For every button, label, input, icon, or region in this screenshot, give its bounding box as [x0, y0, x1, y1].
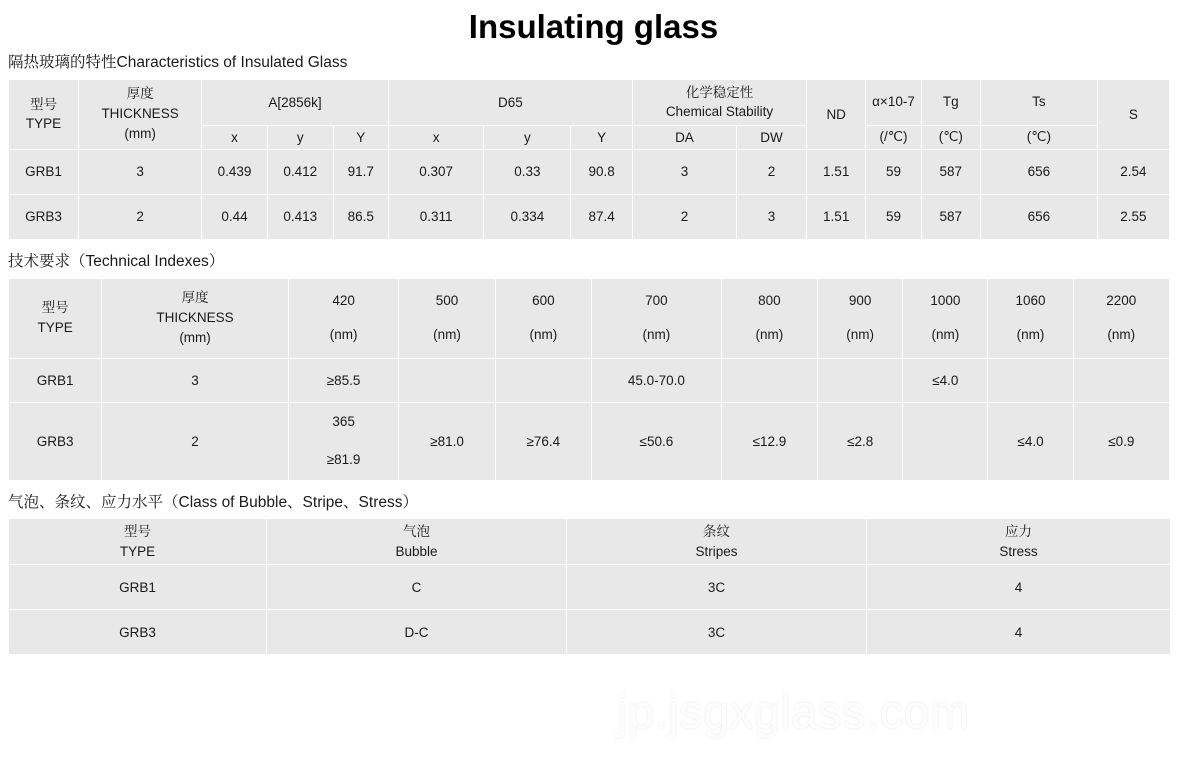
th-wavelength-700: 700 (nm) — [591, 278, 721, 358]
cell-700: ≤50.6 — [591, 402, 721, 480]
cell-900: ≤2.8 — [818, 402, 903, 480]
cell-stripe: 3C — [567, 565, 867, 610]
th-da: DA — [632, 125, 736, 149]
th-wavelength-800: 800 (nm) — [721, 278, 817, 358]
cell-s: 2.54 — [1097, 149, 1169, 194]
th-ts: Ts — [981, 79, 1098, 125]
cell-d-x: 0.307 — [388, 149, 484, 194]
th-alpha-unit: (/℃) — [866, 125, 921, 149]
cell-1060 — [988, 358, 1073, 402]
table-row — [9, 610, 1171, 655]
th-wavelength-2200: 2200 (nm) — [1073, 278, 1169, 358]
cell-s: 2.55 — [1097, 194, 1169, 239]
cell-1060: ≤4.0 — [988, 402, 1073, 480]
section-1-label: 隔热玻璃的特性Characteristics of Insulated Glass — [8, 54, 348, 71]
document-page — [0, 8, 1187, 759]
cell-type: GRB1 — [9, 358, 102, 402]
table-header-row — [9, 278, 1170, 358]
cell-thickness: 3 — [79, 149, 202, 194]
cell-d-Y: 87.4 — [571, 194, 633, 239]
cell-stripe: 3C — [567, 610, 867, 655]
th-nd: ND — [806, 79, 865, 149]
table-technical-indexes — [8, 278, 1170, 481]
th-d-Y: Y — [571, 125, 633, 149]
cell-1000 — [903, 402, 988, 480]
th-type: 型号 TYPE — [9, 79, 79, 149]
cell-thickness: 3 — [102, 358, 289, 402]
cell-a-y: 0.413 — [267, 194, 333, 239]
cell-tg: 587 — [921, 194, 980, 239]
cell-2200: ≤0.9 — [1073, 402, 1169, 480]
cell-alpha: 59 — [866, 194, 921, 239]
th-d-y: y — [484, 125, 571, 149]
cell-bubble: D-C — [267, 610, 567, 655]
th-chemical-stability: 化学稳定性 Chemical Stability — [632, 79, 806, 125]
table-row — [9, 149, 1170, 194]
cell-da: 3 — [632, 149, 736, 194]
th-a-x: x — [202, 125, 268, 149]
cell-thickness: 2 — [102, 402, 289, 480]
cell-420: 365 ≥81.9 — [288, 402, 399, 480]
table-row — [9, 402, 1170, 480]
th-s: S — [1097, 79, 1169, 149]
th-wavelength-500: 500 (nm) — [399, 278, 495, 358]
th-wavelength-600: 600 (nm) — [495, 278, 591, 358]
table-characteristics — [8, 79, 1170, 240]
cell-1000: ≤4.0 — [903, 358, 988, 402]
cell-900 — [818, 358, 903, 402]
cell-a-x: 0.44 — [202, 194, 268, 239]
cell-a-x: 0.439 — [202, 149, 268, 194]
cell-type: GRB1 — [9, 565, 267, 610]
th-d-x: x — [388, 125, 484, 149]
cell-a-y: 0.412 — [267, 149, 333, 194]
cell-a-Y: 86.5 — [333, 194, 388, 239]
th-stress: 应力 Stress — [867, 519, 1171, 565]
cell-dw: 2 — [736, 149, 806, 194]
cell-ts: 656 — [981, 194, 1098, 239]
cell-500: ≥81.0 — [399, 402, 495, 480]
th-a-Y: Y — [333, 125, 388, 149]
cell-420: ≥85.5 — [288, 358, 399, 402]
th-a2856k: A[2856k] — [202, 79, 389, 125]
th-wavelength-1060: 1060 (nm) — [988, 278, 1073, 358]
section-2-label: 技术要求（Technical Indexes） — [8, 252, 225, 270]
cell-type: GRB1 — [9, 149, 79, 194]
cell-a-Y: 91.7 — [333, 149, 388, 194]
cell-d-y: 0.334 — [484, 194, 571, 239]
cell-600: ≥76.4 — [495, 402, 591, 480]
section-3-label: 气泡、条纹、应力水平（Class of Bubble、Stripe、Stress） — [8, 493, 418, 511]
cell-600 — [495, 358, 591, 402]
cell-2200 — [1073, 358, 1169, 402]
cell-800 — [721, 358, 817, 402]
table-row — [9, 194, 1170, 239]
th-type: 型号 TYPE — [9, 519, 267, 565]
th-wavelength-420: 420 (nm) — [288, 278, 399, 358]
cell-d-Y: 90.8 — [571, 149, 633, 194]
table-row — [9, 358, 1170, 402]
cell-nd: 1.51 — [806, 194, 865, 239]
th-d65: D65 — [388, 79, 632, 125]
cell-type: GRB3 — [9, 610, 267, 655]
cell-stress: 4 — [867, 610, 1171, 655]
cell-bubble: C — [267, 565, 567, 610]
cell-d-y: 0.33 — [484, 149, 571, 194]
th-wavelength-900: 900 (nm) — [818, 278, 903, 358]
cell-ts: 656 — [981, 149, 1098, 194]
th-type: 型号 TYPE — [9, 278, 102, 358]
th-stripes: 条纹 Stripes — [567, 519, 867, 565]
th-tg: Tg — [921, 79, 980, 125]
th-ts-unit: (℃) — [981, 125, 1098, 149]
th-wavelength-1000: 1000 (nm) — [903, 278, 988, 358]
cell-500 — [399, 358, 495, 402]
th-thickness: 厚度 THICKNESS (mm) — [102, 278, 289, 358]
th-alpha: α×10-7 — [866, 79, 921, 125]
cell-type: GRB3 — [9, 402, 102, 480]
cell-800: ≤12.9 — [721, 402, 817, 480]
page-title: Insulating glass — [468, 8, 719, 45]
th-thickness: 厚度 THICKNESS (mm) — [79, 79, 202, 149]
cell-nd: 1.51 — [806, 149, 865, 194]
table-header-row — [9, 79, 1170, 125]
th-a-y: y — [267, 125, 333, 149]
table-header-row — [9, 519, 1171, 565]
th-bubble: 气泡 Bubble — [267, 519, 567, 565]
cell-tg: 587 — [921, 149, 980, 194]
cell-700: 45.0-70.0 — [591, 358, 721, 402]
cell-d-x: 0.311 — [388, 194, 484, 239]
table-bubble-stripe-stress — [8, 518, 1171, 655]
cell-stress: 4 — [867, 565, 1171, 610]
watermark-text: jp.jsgxglass.com — [617, 685, 970, 738]
table-row — [9, 565, 1171, 610]
cell-type: GRB3 — [9, 194, 79, 239]
th-dw: DW — [736, 125, 806, 149]
cell-dw: 3 — [736, 194, 806, 239]
th-tg-unit: (℃) — [921, 125, 980, 149]
cell-da: 2 — [632, 194, 736, 239]
cell-thickness: 2 — [79, 194, 202, 239]
cell-alpha: 59 — [866, 149, 921, 194]
